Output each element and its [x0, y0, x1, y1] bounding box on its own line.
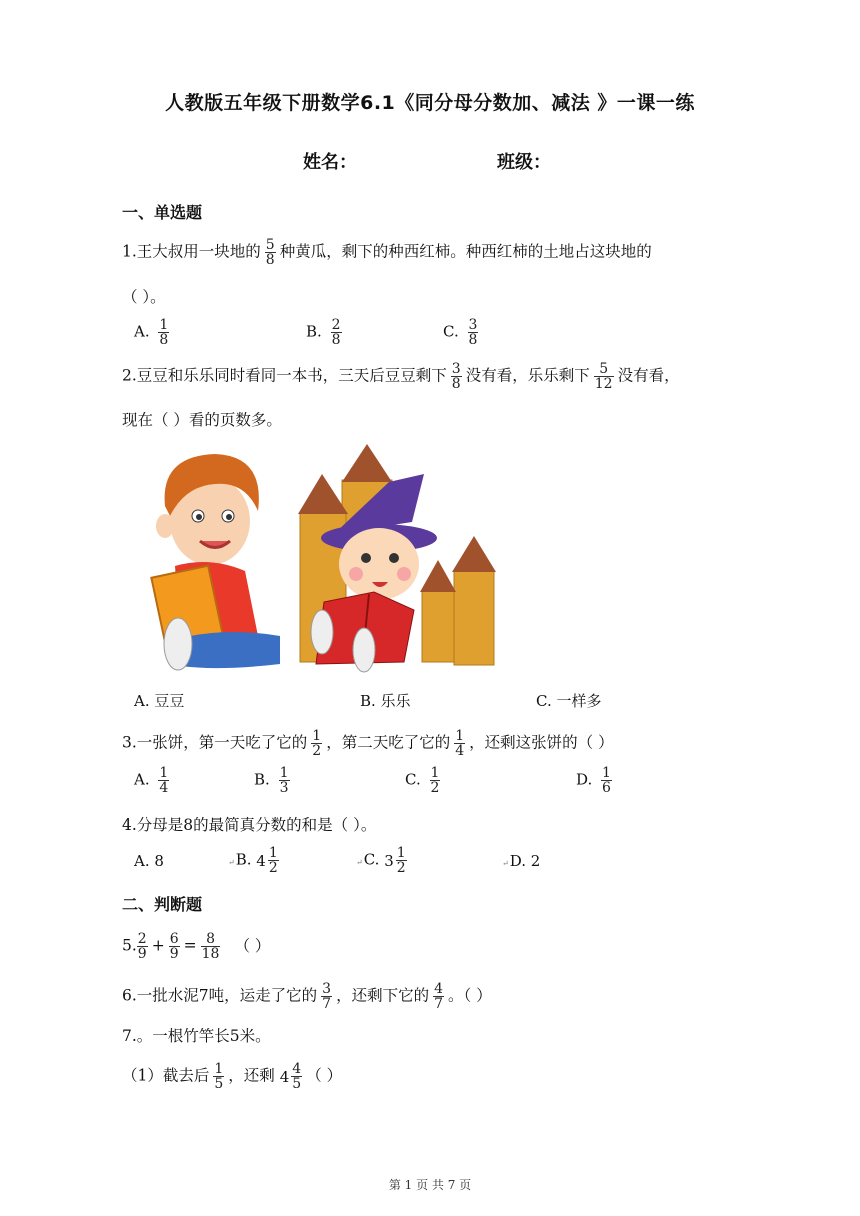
page-title: 人教版五年级下册数学6.1《同分母分数加、减法 》一课一练 [165, 92, 695, 114]
boy-shoe [164, 618, 192, 670]
boy-ear [156, 514, 174, 538]
fraction [137, 932, 148, 961]
q3-option-a[interactable] [134, 766, 173, 795]
question-text: 没有看，乐乐剩下 [465, 366, 590, 385]
equals-sign: = [183, 936, 197, 955]
denominator: 5 [292, 1076, 302, 1092]
class-label: 班级： [497, 152, 551, 173]
question-text: 6.一批水泥7吨，运走了它的 [122, 986, 318, 1005]
option-label: A. [134, 770, 150, 789]
boy-pupil [226, 514, 232, 520]
question-text: 种黄瓜，剩下的种西红柿。种西红柿的土地占这块地的 [279, 242, 652, 261]
plus-sign: + [151, 936, 165, 955]
denominator: 3 [279, 780, 289, 796]
question-text: 1.王大叔用一块地的 [122, 242, 261, 261]
answer-blank: （ ） [306, 1066, 343, 1085]
question-number: 5. [122, 936, 137, 955]
denominator: 4 [159, 780, 169, 796]
question-text: （1）截去后 [122, 1066, 210, 1085]
denominator: 2 [268, 860, 278, 876]
question-text: ，还剩这张饼的（ ） [469, 733, 614, 752]
denominator: 9 [137, 946, 147, 962]
fraction [396, 846, 407, 875]
denominator: 9 [169, 946, 179, 962]
answer-blank: （ ） [234, 936, 271, 955]
q2-option-a[interactable]: A. 豆豆 [134, 692, 185, 710]
question-4: 4.分母是8的最简真分数的和是（ ）。 [122, 816, 377, 834]
question-text: ，还剩下它的 [336, 986, 430, 1005]
numerator: 4 [434, 981, 444, 997]
denominator: 2 [430, 780, 440, 796]
question-5 [122, 932, 270, 961]
numerator: 1 [312, 728, 322, 744]
mixed-number [256, 846, 282, 875]
q3-option-c[interactable] [405, 766, 444, 795]
denominator: 7 [322, 996, 332, 1012]
q4-option-d[interactable] [502, 852, 540, 870]
numerator: 1 [159, 317, 169, 333]
whole-part: 4 [279, 1067, 290, 1086]
section-true-false: 二、判断题 [122, 895, 203, 914]
fraction [158, 766, 169, 795]
q4-option-c[interactable] [356, 846, 411, 875]
denominator: 18 [201, 946, 220, 962]
denominator: 2 [312, 743, 322, 759]
question-3 [122, 729, 614, 758]
numerator: 1 [602, 765, 611, 781]
numerator: 4 [292, 1061, 302, 1077]
q2-option-c[interactable]: C. 一样多 [536, 692, 602, 710]
question-text: 。（ ） [448, 986, 492, 1005]
q1-option-b[interactable] [306, 318, 346, 347]
question-2 [122, 362, 680, 391]
castle-roof [298, 474, 348, 514]
fraction [601, 766, 612, 795]
option-label: B. [306, 322, 322, 341]
option-label: B. [254, 770, 270, 789]
wizard-cheek [349, 567, 363, 581]
whole-part: 4 [256, 851, 266, 870]
question-2-line-2: 现在（ ）看的页数多。 [122, 411, 282, 429]
question-text: ，还剩 [228, 1066, 275, 1085]
denominator: 8 [159, 332, 169, 348]
denominator: 12 [594, 376, 613, 392]
option-label: D. 2 [509, 852, 541, 870]
castle-roof [420, 560, 456, 592]
denominator: 8 [331, 332, 341, 348]
question-7-sub-1 [122, 1062, 342, 1091]
fraction [279, 766, 290, 795]
castle-roof [342, 444, 392, 482]
numerator: 1 [430, 765, 440, 781]
castle-tower [454, 570, 494, 665]
denominator: 6 [602, 780, 611, 796]
denominator: 8 [451, 376, 461, 392]
paragraph-mark-icon: ↵ [356, 857, 363, 867]
fraction [158, 318, 169, 347]
q1-option-a[interactable] [134, 318, 173, 347]
mixed-number [280, 1062, 306, 1091]
paragraph-mark-icon: ↵ [502, 859, 509, 868]
q4-option-a[interactable]: A. 8 [134, 852, 164, 870]
numerator: 1 [279, 765, 289, 781]
denominator: 5 [214, 1076, 224, 1092]
numerator: 8 [206, 931, 216, 947]
page-footer: 第 1 页 共 7 页 [388, 1178, 472, 1192]
whole-part: 3 [384, 851, 394, 870]
question-text: 没有看， [617, 366, 680, 385]
wizard-shoe [353, 628, 375, 672]
wizard-eye [361, 553, 371, 563]
option-label: A. [134, 322, 150, 341]
option-label: D. [576, 770, 593, 789]
boy-pupil [196, 514, 202, 520]
denominator: 8 [265, 252, 275, 268]
numerator: 3 [468, 317, 478, 333]
section-single-choice: 一、单选题 [122, 203, 203, 222]
numerator: 6 [169, 931, 179, 947]
question-text: 3.一张饼，第一天吃了它的 [122, 733, 308, 752]
q3-option-b[interactable] [254, 766, 294, 795]
wizard-face [339, 528, 419, 600]
fraction [433, 982, 444, 1011]
question-1 [122, 238, 652, 267]
numerator: 1 [268, 845, 278, 861]
numerator: 1 [396, 845, 406, 861]
name-label: 姓名： [303, 152, 357, 173]
denominator: 4 [455, 743, 465, 759]
numerator: 1 [214, 1061, 224, 1077]
fraction [268, 846, 279, 875]
fraction [430, 766, 441, 795]
numerator: 5 [599, 361, 609, 377]
question-1-blank: （ ）。 [122, 288, 166, 306]
fraction [331, 318, 342, 347]
fraction [454, 729, 465, 758]
fraction [213, 1062, 224, 1091]
numerator: 1 [159, 765, 169, 781]
fraction [169, 932, 180, 961]
option-label: C. [405, 770, 421, 789]
fraction [451, 362, 462, 391]
option-label: B. [235, 850, 252, 869]
paragraph-mark-icon: ↵ [228, 857, 235, 867]
wizard-shoe [311, 610, 333, 654]
option-label: C. [363, 850, 380, 869]
q1-option-c[interactable] [443, 318, 482, 347]
numerator: 3 [322, 981, 332, 997]
wizard-eye [389, 553, 399, 563]
castle-tower [422, 590, 454, 662]
fraction [201, 932, 221, 961]
wizard-cheek [397, 567, 411, 581]
denominator: 8 [468, 332, 478, 348]
wizard-reading-illustration [294, 442, 504, 680]
castle-roof [452, 536, 496, 572]
numerator: 5 [265, 237, 275, 253]
fraction [265, 238, 276, 267]
question-7: 7.。一根竹竿长5米。 [122, 1027, 271, 1045]
fraction [468, 318, 479, 347]
denominator: 2 [396, 860, 406, 876]
question-6 [122, 982, 492, 1011]
question-text: ，第二天吃了它的 [326, 733, 451, 752]
numerator: 2 [137, 931, 147, 947]
mixed-number [384, 846, 410, 875]
option-label: C. [443, 322, 459, 341]
q3-option-d[interactable] [576, 766, 616, 795]
numerator: 1 [455, 728, 465, 744]
numerator: 3 [451, 361, 461, 377]
question-text: 2.豆豆和乐乐同时看同一本书，三天后豆豆剩下 [122, 366, 447, 385]
numerator: 2 [331, 317, 341, 333]
fraction [291, 1062, 302, 1091]
q2-option-b[interactable]: B. 乐乐 [360, 692, 411, 710]
denominator: 7 [434, 996, 444, 1012]
fraction [311, 729, 322, 758]
q4-option-b[interactable] [228, 846, 283, 875]
boy-reading-illustration [140, 446, 290, 676]
fraction [321, 982, 332, 1011]
fraction [594, 362, 614, 391]
